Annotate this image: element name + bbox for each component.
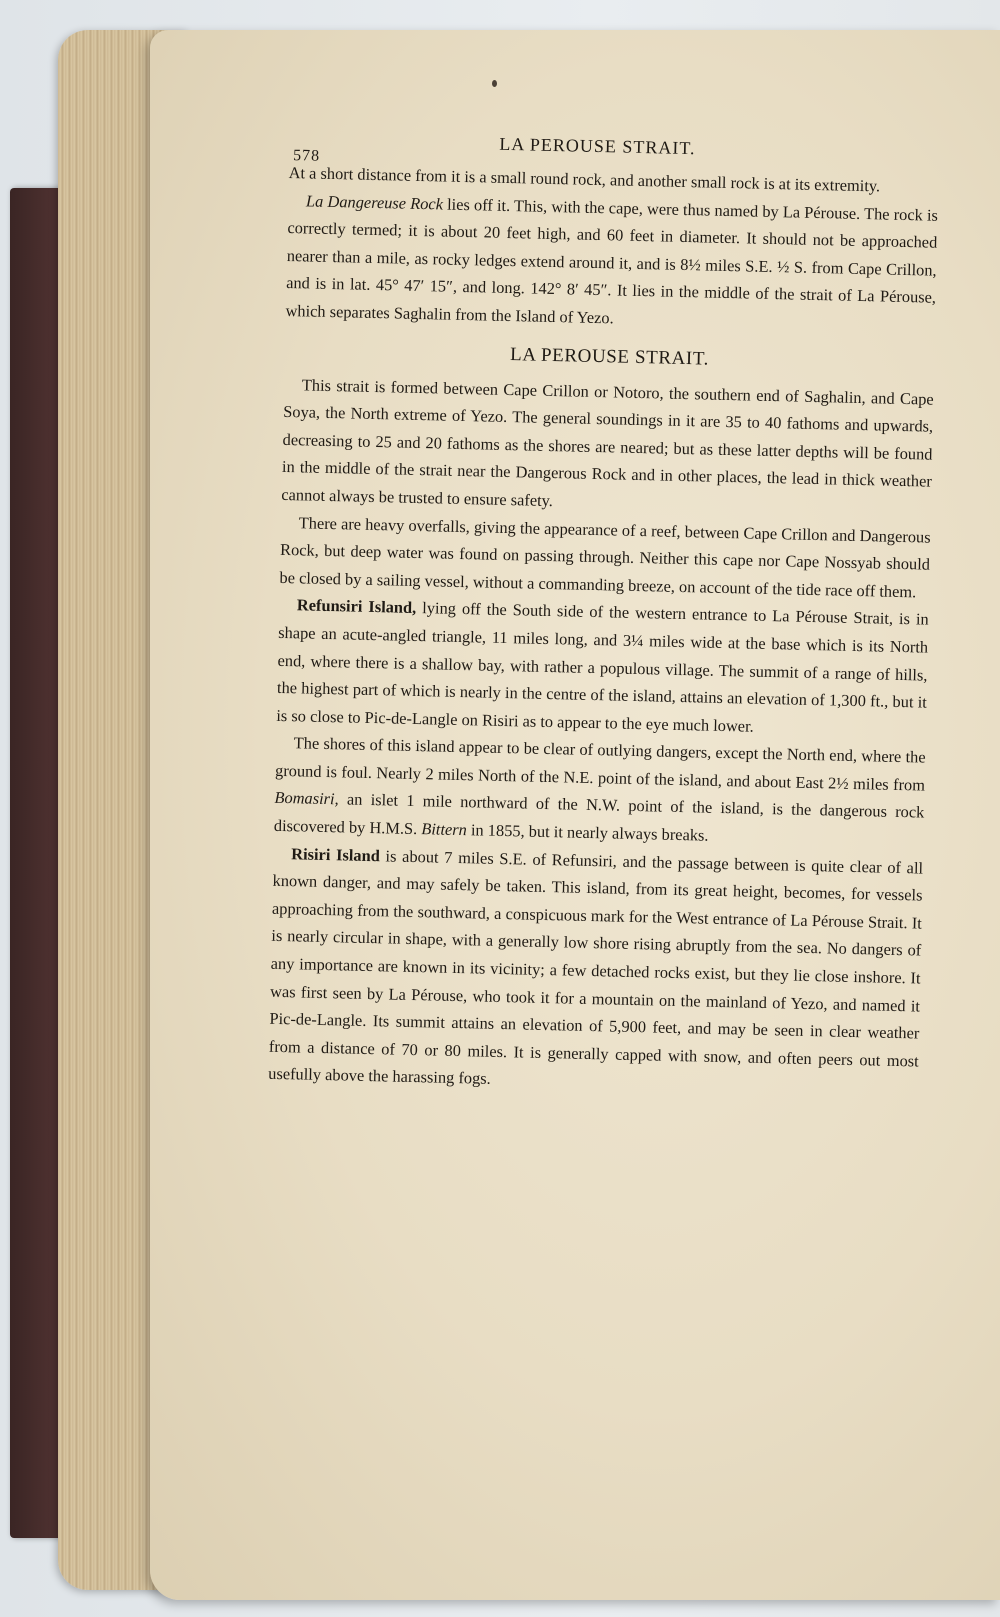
- section-heading: LA PEROUSE STRAIT.: [509, 343, 710, 370]
- running-title: LA PEROUSE STRAIT.: [499, 133, 696, 159]
- strait-paragraph-1: This strait is formed between Cape Crillon or Notoro, the southern end of Saghalin, and Cape Soya, the North extreme of Yezo. The general soundings in it are 35 to 40 fathoms and upwards, decreasing to 25 and 20 fathoms as the shores are neared; but as these latter depths will be found in the middle of the strait near the Dangerous Rock and in other places, the lead in thick weather cannot always be trusted to ensure safety.: [281, 374, 934, 510]
- risiri-name: Risiri Island: [291, 843, 381, 865]
- page-text: [268, 115, 940, 1102]
- intro-paragraph-2: [285, 187, 938, 340]
- bittern-name: Bittern: [421, 819, 468, 840]
- risiri-paragraph: [268, 839, 923, 1102]
- shores-text-a: The shores of this island appear to be clear of outlying dangers, except the North end, where the ground is foul. Nearly 2 miles North of the N.E. point of the island, and about East 2½ miles from: [274, 733, 926, 795]
- intro-paragraph-2-text: lies off it. This, with the cape, were thus named by La Pérouse. The rock is correctly termed; it is about 20 feet high, and 60 feet in diameter. It should not be approached nearer than a mile, as rocky ledges extend around it, and is 8½ miles S.E. ½ S. from Cape Crillon, and is in lat. 45° 47′ 15″, and long. 142° 8′ 45″. It lies in the middle of the strait of La Pérouse, which separates Saghalin from the Island of Yezo.: [285, 194, 939, 328]
- refunsiri-name: Refunsiri Island,: [296, 595, 417, 618]
- refunsiri-paragraph: [276, 591, 929, 744]
- shores-paragraph: [274, 729, 926, 854]
- bomasiri-name: Bomasiri,: [274, 788, 339, 809]
- risiri-text: is about 7 miles S.E. of Refunsiri, and the passage between is quite clear of all known danger, and may safely be taken. This island, from its great height, becomes, for vessels approaching from the southward, a conspicuous mark for the West entrance of La Pérouse Strait. It is nearly circular in shape, with a generally low shore rising abruptly from the sea. No dangers of any importance are known in its vicinity; a few detached rocks exist, but they lie close inshore. It was first seen by La Pérouse, who took it for a mountain on the mainland of Yezo, and named it Pic-de-Langle. Its summit attains an elevation of 5,900 feet, and may be seen in clear weather from a distance of 70 or 80 miles. It is generally capped with snow, and often peers out most usefully above the harassing fogs.: [268, 845, 924, 1089]
- ink-speck: [492, 80, 497, 87]
- page-number: 578: [292, 147, 321, 165]
- shores-text-c: in 1855, but it nearly always breaks.: [466, 820, 709, 845]
- dangereuse-rock-name: La Dangereuse Rock: [305, 190, 444, 214]
- shores-text-b: an islet 1 mile northward of the N.W. point of the island, is the dangerous rock discovered by H.M.S.: [273, 789, 925, 839]
- strait-paragraph-2: There are heavy overfalls, giving the appearance of a reef, between Cape Crillon and Dangerous Rock, but deep water was found on passing through. Neither this cape nor Cape Nossyab should be closed by a sailing vessel, without a commanding breeze, on account of the tide race off them.: [279, 512, 931, 602]
- intro-paragraph-1: At a short distance from it is a small round rock, and another small rock is at its extremity.: [288, 162, 881, 196]
- refunsiri-text: lying off the South side of the western entrance to La Pérouse Strait, is in shape an acute-angled triangle, 11 miles long, and 3¼ miles wide at the base which is its North end, where there is a shallow bay, with rather a populous village. The summit of a range of hills, the highest part of which is nearly in the centre of the island, attains an elevation of 1,300 ft., but it is so close to Pic-de-Langle on Risiri as to appear to the eye much lower.: [276, 598, 929, 736]
